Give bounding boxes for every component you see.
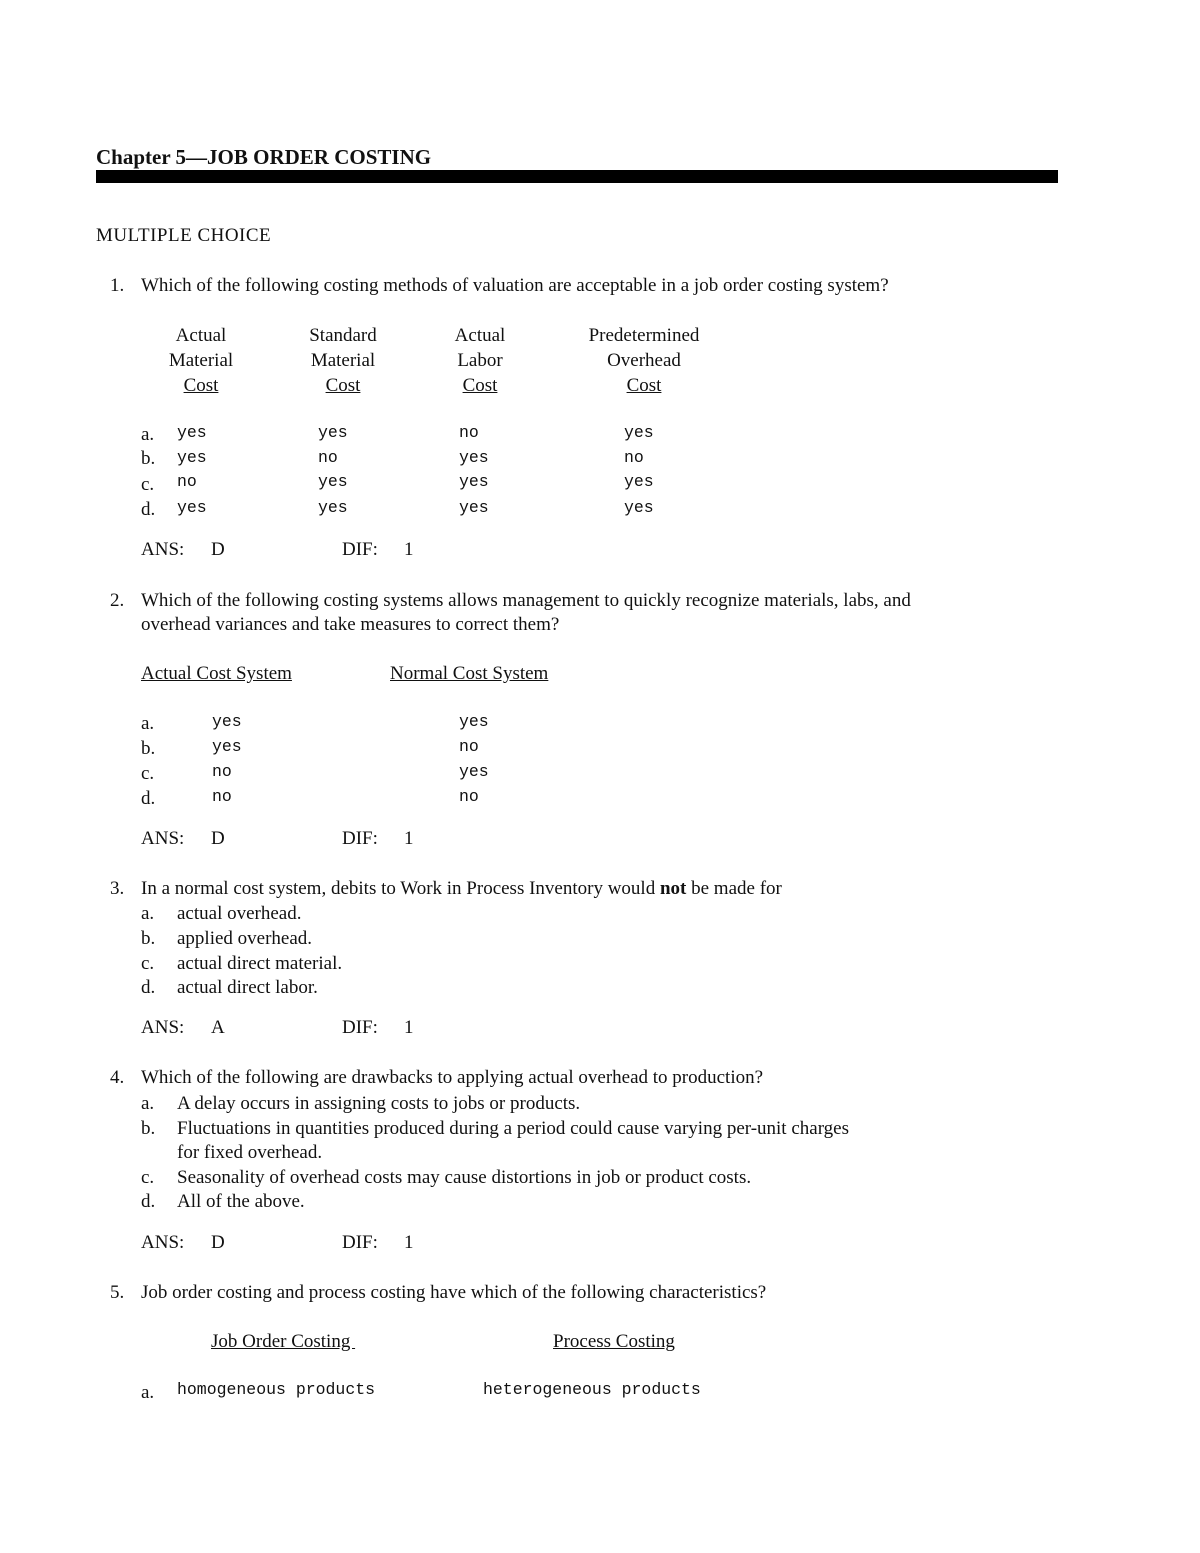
table-cell: yes xyxy=(624,498,654,517)
option-letter: b. xyxy=(141,928,156,949)
table-cell: no xyxy=(459,787,479,806)
answer-value: D xyxy=(211,828,225,849)
column-header-line3: Cost xyxy=(183,375,219,396)
answer-value: A xyxy=(211,1017,225,1038)
difficulty-label: DIF: xyxy=(342,539,378,560)
option-letter: d. xyxy=(141,977,156,998)
column-header-line2: Overhead xyxy=(607,350,681,371)
option-letter: c. xyxy=(141,474,155,495)
table-cell: yes xyxy=(459,712,489,731)
column-header-line3: Cost xyxy=(325,375,361,396)
option-text: actual direct material. xyxy=(177,953,343,974)
table-cell: yes xyxy=(459,498,489,517)
column-header-line1: Standard xyxy=(309,325,377,346)
answer-label: ANS: xyxy=(141,1017,185,1038)
table-cell: heterogeneous products xyxy=(483,1380,701,1399)
question-number: 3. xyxy=(110,878,125,899)
option-letter: a. xyxy=(141,424,155,445)
option-letter: a. xyxy=(141,1382,155,1403)
table-cell: no xyxy=(459,423,479,442)
answer-label: ANS: xyxy=(141,1232,185,1253)
table-cell: yes xyxy=(459,448,489,467)
column-header-line3: Cost xyxy=(462,375,498,396)
column-header-line2: Material xyxy=(310,350,376,371)
column-header-line1: Actual xyxy=(454,325,506,346)
question-number: 4. xyxy=(110,1067,125,1088)
option-text: applied overhead. xyxy=(177,928,313,949)
answer-label: ANS: xyxy=(141,828,185,849)
answer-label: ANS: xyxy=(141,539,185,560)
question-number: 5. xyxy=(110,1282,125,1303)
title-rule xyxy=(96,170,1058,183)
option-text: Seasonality of overhead costs may cause distortions in job or product costs. xyxy=(177,1167,752,1188)
column-header: Job Order Costing xyxy=(211,1331,356,1352)
question-text: Which of the following are drawbacks to applying actual overhead to production? xyxy=(141,1067,764,1088)
option-letter: a. xyxy=(141,713,155,734)
question-text-continued: overhead variances and take measures to correct them? xyxy=(141,614,560,635)
difficulty-label: DIF: xyxy=(342,1232,378,1253)
answer-value: D xyxy=(211,1232,225,1253)
answer-value: D xyxy=(211,539,225,560)
difficulty-label: DIF: xyxy=(342,1017,378,1038)
table-cell: homogeneous products xyxy=(177,1380,376,1399)
table-cell: yes xyxy=(177,448,207,467)
table-cell: yes xyxy=(177,423,207,442)
table-cell: no xyxy=(624,448,644,467)
table-cell: yes xyxy=(318,423,348,442)
question-text: Which of the following costing systems allows management to quickly recognize materials, labs, and xyxy=(141,590,911,611)
option-letter: d. xyxy=(141,788,156,809)
difficulty-value: 1 xyxy=(404,1232,414,1253)
table-cell: yes xyxy=(212,712,242,731)
column-header: Actual Cost System xyxy=(141,663,292,684)
table-cell: no xyxy=(459,737,479,756)
option-letter: d. xyxy=(141,1191,156,1212)
question-text: In a normal cost system, debits to Work in Process Inventory would not be made for xyxy=(141,878,782,899)
option-text: All of the above. xyxy=(177,1191,305,1212)
option-letter: b. xyxy=(141,448,156,469)
question-text: Which of the following costing methods of valuation are acceptable in a job order costing system? xyxy=(141,275,889,296)
table-cell: yes xyxy=(624,472,654,491)
table-cell: yes xyxy=(624,423,654,442)
option-letter: c. xyxy=(141,953,155,974)
question-number: 1. xyxy=(110,275,125,296)
option-letter: b. xyxy=(141,738,156,759)
table-cell: yes xyxy=(212,737,242,756)
option-letter: c. xyxy=(141,763,155,784)
option-text-continued: for fixed overhead. xyxy=(177,1142,323,1163)
table-cell: no xyxy=(212,787,232,806)
option-letter: d. xyxy=(141,499,156,520)
option-letter: c. xyxy=(141,1167,155,1188)
table-cell: no xyxy=(212,762,232,781)
emphasis-not: not xyxy=(659,878,687,899)
difficulty-label: DIF: xyxy=(342,828,378,849)
section-heading: MULTIPLE CHOICE xyxy=(96,225,272,246)
column-header-line1: Actual xyxy=(175,325,227,346)
difficulty-value: 1 xyxy=(404,539,414,560)
table-cell: no xyxy=(177,472,197,491)
column-header-line1: Predetermined xyxy=(588,325,700,346)
question-number: 2. xyxy=(110,590,125,611)
question-text: Job order costing and process costing have which of the following characteristics? xyxy=(141,1282,767,1303)
column-header-line3: Cost xyxy=(626,375,662,396)
option-text: actual direct labor. xyxy=(177,977,318,998)
table-cell: yes xyxy=(318,472,348,491)
column-header: Normal Cost System xyxy=(390,663,549,684)
option-text: A delay occurs in assigning costs to jobs or products. xyxy=(177,1093,581,1114)
table-cell: no xyxy=(318,448,338,467)
column-header: Process Costing xyxy=(553,1331,675,1352)
option-letter: b. xyxy=(141,1118,156,1139)
difficulty-value: 1 xyxy=(404,828,414,849)
table-cell: yes xyxy=(459,472,489,491)
option-text: actual overhead. xyxy=(177,903,302,924)
table-cell: yes xyxy=(459,762,489,781)
column-header-line2: Labor xyxy=(457,350,503,371)
option-letter: a. xyxy=(141,1093,155,1114)
table-cell: yes xyxy=(318,498,348,517)
difficulty-value: 1 xyxy=(404,1017,414,1038)
option-letter: a. xyxy=(141,903,155,924)
column-header-line2: Material xyxy=(168,350,234,371)
option-text: Fluctuations in quantities produced during a period could cause varying per-unit charges xyxy=(177,1118,850,1139)
table-cell: yes xyxy=(177,498,207,517)
chapter-title: Chapter 5—JOB ORDER COSTING xyxy=(96,145,432,169)
